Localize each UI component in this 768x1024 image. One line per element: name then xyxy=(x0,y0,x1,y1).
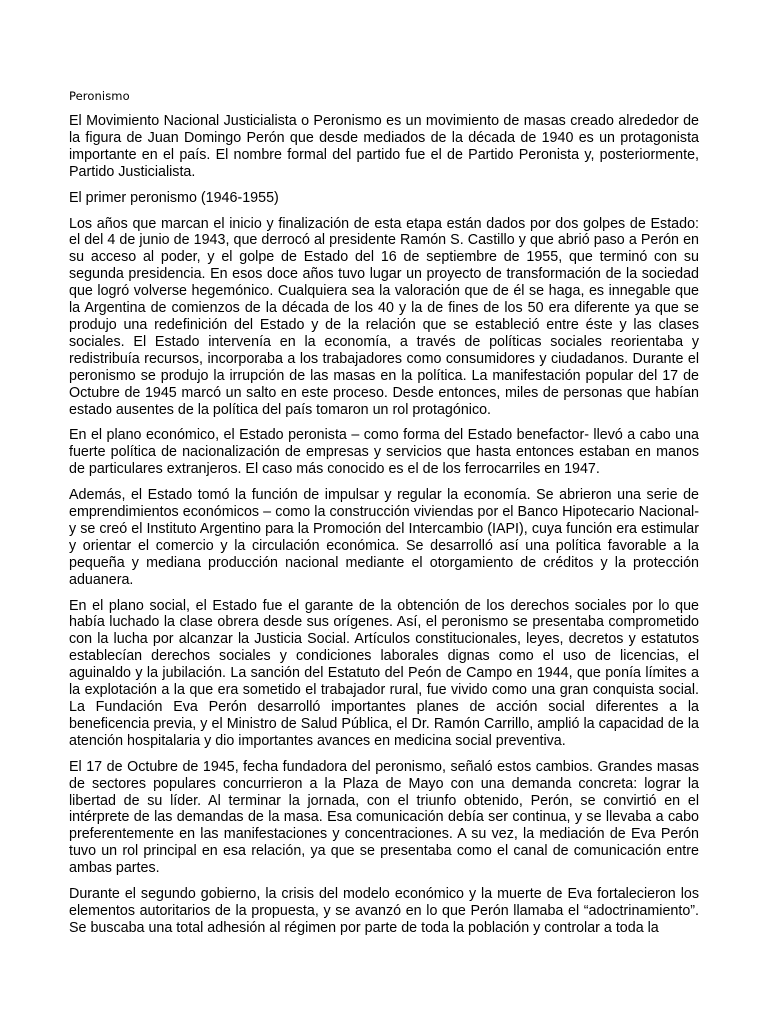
document-page xyxy=(69,88,699,946)
document-heading: Peronismo xyxy=(69,89,130,103)
paragraph-economic-plane: En el plano económico, el Estado peronista – como forma del Estado benefactor- llevó a cabo una fuerte política de nacionalización de empresas y servicios que hasta entonces estaban en manos de particulares extranjeros. El caso más conocido es el de los ferrocarriles en 1947. xyxy=(69,427,699,478)
paragraph-october-17: El 17 de Octubre de 1945, fecha fundadora del peronismo, señaló estos cambios. Grandes masas de sectores populares concurrieron a la Plaza de Mayo con una demanda concreta: lograr la libertad de su líder. Al terminar la jornada, con el triunfo obtenido, Perón, se convirtió en el intérprete de las demandas de la masa. Esa comunicación debía ser continua, y se llevaba a cabo preferentemente en las manifestaciones y concentraciones. A su vez, la mediación de Eva Perón tuvo un rol principal en esa relación, ya que se presentaba como el canal de comunicación entre ambas partes. xyxy=(69,758,699,877)
paragraph-state-economy: Además, el Estado tomó la función de impulsar y regular la economía. Se abrieron una serie de emprendimientos económicos – como la construcción viviendas por el Banco Hipotecario Nacional- y se creó el Instituto Argentino para la Promoción del Intercambio (IAPI), cuya función era estimular y orientar el comercio y la circulación económica. Se desarrolló así una política favorable a la pequeña y mediana producción nacional mediante el otorgamiento de créditos y la protección aduanera. xyxy=(69,487,699,588)
paragraph-social-plane: En el plano social, el Estado fue el garante de la obtención de los derechos sociales por lo que había luchado la clase obrera desde sus orígenes. Así, el peronismo se presentaba comprometido con la lucha por alcanzar la Justicia Social. Artículos constitucionales, leyes, decretos y estatutos establecían derechos sociales y condiciones laborales dignas como el uso de licencias, el aguinaldo y la jubilación. La sanción del Estatuto del Peón de Campo en 1944, que ponía límites a la explotación a la que era sometido el trabajador rural, fue vivido como una gran conquista social. La Fundación Eva Perón desarrolló importantes planes de acción social diferentes a la beneficencia previa, y el Ministro de Salud Pública, el Dr. Ramón Carrillo, amplió la capacidad de la atención hospitalaria y dio importantes avances en medicina social preventiva. xyxy=(69,597,699,749)
section-title: El primer peronismo (1946-1955) xyxy=(69,189,279,206)
paragraph-second-government: Durante el segundo gobierno, la crisis del modelo económico y la muerte de Eva fortalecieron los elementos autoritarios de la propuesta, y se avanzó en lo que Perón llamaba el “adoctrinamiento”. Se buscaba una total adhesión al régimen por parte de toda la población y controlar a toda la xyxy=(69,886,699,936)
paragraph-intro: El Movimiento Nacional Justicialista o Peronismo es un movimiento de masas creado alrededor de la figura de Juan Domingo Perón que desde mediados de la década de 1940 es un protagonista importante en el país. El nombre formal del partido fue el de Partido Peronista y, posteriormente, Partido Justicialista. xyxy=(69,113,699,180)
paragraph-first-peronism: Los años que marcan el inicio y finalización de esta etapa están dados por dos golpes de Estado: el del 4 de junio de 1943, que derrocó al presidente Ramón S. Castillo y que abrió paso a Perón en su acceso al poder, y el golpe de Estado del 16 de septiembre de 1955, que terminó con su segunda presidencia. En esos doce años tuvo lugar un proyecto de transformación de la sociedad que logró volverse hegemónico. Cualquiera sea la valoración que de él se haga, es innegable que la Argentina de comienzos de la década de los 40 y la de fines de los 50 era diferente ya que se produjo una redefinición del Estado y de la relación que se estableció entre éste y las clases sociales. El Estado intervenía en la economía, a través de políticas sociales reorientaba y redistribuía recursos, incorporaba a los trabajadores como consumidores y ciudadanos. Durante el peronismo se produjo la irrupción de las masas en la política. La manifestación popular del 17 de Octubre de 1945 marcó un salto en este proceso. Desde entonces, miles de personas que habían estado ausentes de la política del país tomaron un rol protagónico. xyxy=(69,215,699,418)
